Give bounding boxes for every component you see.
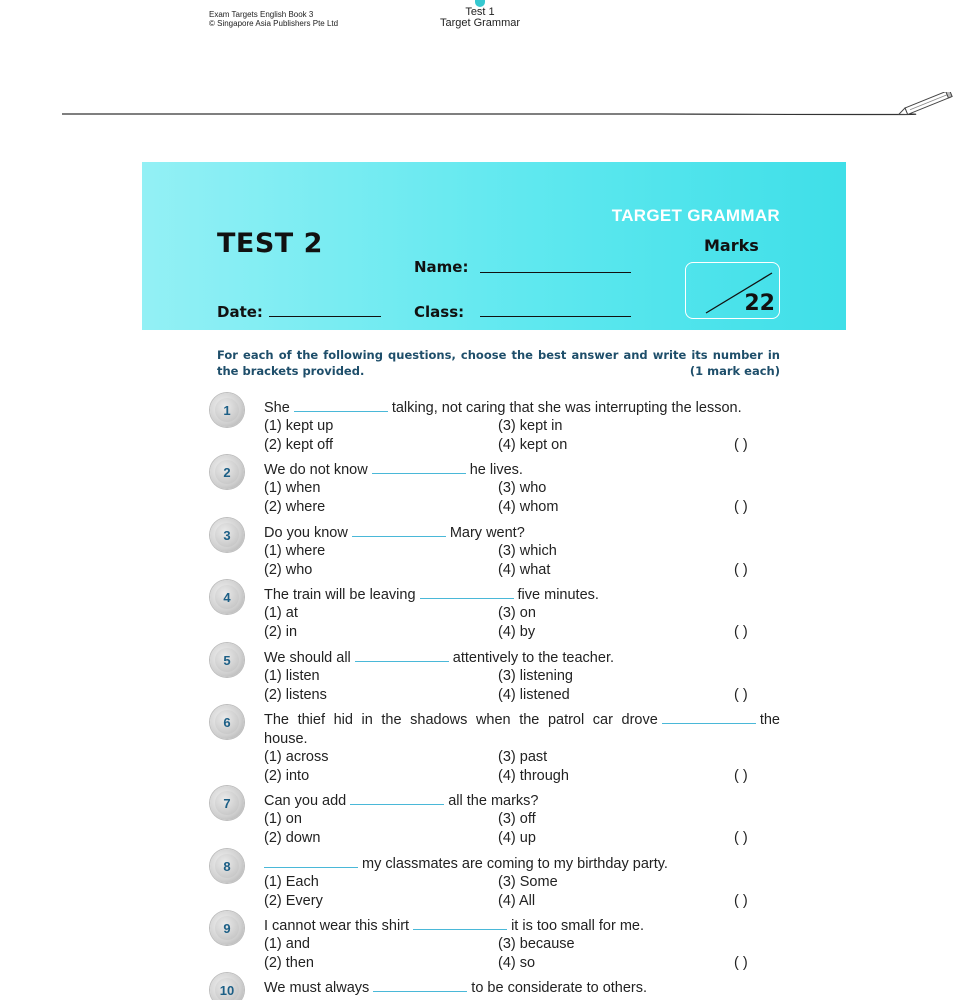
marks-label: Marks bbox=[704, 236, 759, 255]
answer-bracket[interactable]: ( ) bbox=[734, 624, 748, 640]
answer-blank bbox=[294, 400, 388, 412]
question-number-badge: 7 bbox=[210, 786, 244, 820]
option-4[interactable]: (4) by bbox=[498, 624, 536, 640]
question-number-badge: 3 bbox=[210, 518, 244, 552]
option-4[interactable]: (4) so bbox=[498, 955, 536, 971]
option-4[interactable]: (4) listened bbox=[498, 687, 570, 703]
answer-blank bbox=[373, 980, 467, 992]
option-2[interactable]: (2) then bbox=[264, 955, 314, 971]
answer-blank bbox=[350, 793, 444, 805]
option-4[interactable]: (4) All bbox=[498, 893, 536, 909]
question-number-badge: 1 bbox=[210, 393, 244, 427]
answer-blank bbox=[372, 462, 466, 474]
option-3[interactable]: (3) kept in bbox=[498, 418, 563, 434]
instructions-text: For each of the following questions, choose the best answer and write its number in the brackets provided. bbox=[217, 348, 780, 378]
option-2[interactable]: (2) in bbox=[264, 624, 298, 640]
option-2[interactable]: (2) listens bbox=[264, 687, 327, 703]
answer-bracket[interactable]: ( ) bbox=[734, 768, 748, 784]
answer-blank bbox=[264, 856, 358, 868]
section-title: TARGET GRAMMAR bbox=[611, 206, 780, 225]
option-1[interactable]: (1) where bbox=[264, 543, 326, 559]
answer-bracket[interactable]: ( ) bbox=[734, 830, 748, 846]
class-label: Class: bbox=[414, 303, 465, 321]
pencil-icon bbox=[898, 92, 953, 117]
question-number-badge: 2 bbox=[210, 455, 244, 489]
question-stem: I cannot wear this shirt it is too small for me. bbox=[264, 918, 645, 934]
question-stem: Can you add all the marks? bbox=[264, 793, 539, 809]
question-stem: The thief hid in the shadows when the patrol car drove the house. bbox=[264, 712, 780, 747]
page-heading bbox=[400, 7, 560, 29]
option-3[interactable]: (3) off bbox=[498, 811, 536, 827]
option-2[interactable]: (2) where bbox=[264, 499, 326, 515]
option-3[interactable]: (3) on bbox=[498, 605, 536, 621]
question-number-badge: 5 bbox=[210, 643, 244, 677]
option-1[interactable]: (1) and bbox=[264, 936, 310, 952]
date-field[interactable] bbox=[269, 316, 381, 317]
answer-blank bbox=[355, 650, 449, 662]
answer-blank bbox=[352, 525, 446, 537]
question-stem: Do you know Mary went? bbox=[264, 525, 525, 541]
test-banner bbox=[142, 162, 846, 330]
marks-note: (1 mark each) bbox=[689, 364, 780, 378]
question-number-badge: 6 bbox=[210, 705, 244, 739]
marks-box[interactable] bbox=[685, 262, 780, 319]
book-title: Exam Targets English Book 3 bbox=[209, 10, 314, 19]
question-number-badge: 8 bbox=[210, 849, 244, 883]
option-1[interactable]: (1) Each bbox=[264, 874, 319, 890]
option-3[interactable]: (3) because bbox=[498, 936, 575, 952]
answer-bracket[interactable]: ( ) bbox=[734, 437, 748, 453]
question-stem: my classmates are coming to my birthday party. bbox=[264, 855, 780, 874]
option-3[interactable]: (3) which bbox=[498, 543, 557, 559]
question-number-badge: 4 bbox=[210, 580, 244, 614]
name-label: Name: bbox=[414, 258, 469, 276]
answer-bracket[interactable]: ( ) bbox=[734, 499, 748, 515]
option-2[interactable]: (2) Every bbox=[264, 893, 323, 909]
option-3[interactable]: (3) Some bbox=[498, 874, 558, 890]
option-2[interactable]: (2) kept off bbox=[264, 437, 334, 453]
question-number-badge: 10 bbox=[210, 973, 244, 1000]
question-stem: She talking, not caring that she was interrupting the lesson. bbox=[264, 400, 742, 416]
option-4[interactable]: (4) kept on bbox=[498, 437, 568, 453]
question-stem: The train will be leaving five minutes. bbox=[264, 587, 599, 603]
test-title: TEST 2 bbox=[217, 228, 323, 259]
marks-total: 22 bbox=[744, 291, 775, 316]
option-3[interactable]: (3) listening bbox=[498, 668, 573, 684]
option-3[interactable]: (3) past bbox=[498, 749, 548, 765]
option-1[interactable]: (1) on bbox=[264, 811, 302, 827]
option-4[interactable]: (4) what bbox=[498, 562, 551, 578]
option-4[interactable]: (4) up bbox=[498, 830, 536, 846]
name-field[interactable] bbox=[480, 272, 631, 273]
option-1[interactable]: (1) across bbox=[264, 749, 329, 765]
answer-blank bbox=[662, 712, 756, 724]
option-1[interactable]: (1) when bbox=[264, 480, 321, 496]
question-stem: We do not know he lives. bbox=[264, 462, 523, 478]
answer-blank bbox=[413, 918, 507, 930]
question-stem: We should all attentively to the teacher. bbox=[264, 650, 614, 666]
answer-bracket[interactable]: ( ) bbox=[734, 687, 748, 703]
section-label: Target Grammar bbox=[439, 17, 521, 29]
book-info bbox=[209, 10, 338, 28]
instructions bbox=[217, 347, 780, 379]
question-number-badge: 9 bbox=[210, 911, 244, 945]
answer-blank bbox=[420, 587, 514, 599]
option-2[interactable]: (2) who bbox=[264, 562, 313, 578]
class-field[interactable] bbox=[480, 316, 631, 317]
option-4[interactable]: (4) whom bbox=[498, 499, 559, 515]
divider-rule bbox=[60, 92, 960, 122]
date-label: Date: bbox=[217, 303, 263, 321]
answer-bracket[interactable]: ( ) bbox=[734, 893, 748, 909]
answer-bracket[interactable]: ( ) bbox=[734, 562, 748, 578]
option-1[interactable]: (1) at bbox=[264, 605, 298, 621]
option-1[interactable]: (1) kept up bbox=[264, 418, 334, 434]
question-stem: We must always to be considerate to others. bbox=[264, 980, 648, 996]
option-2[interactable]: (2) down bbox=[264, 830, 321, 846]
copyright: © Singapore Asia Publishers Pte Ltd bbox=[209, 19, 339, 28]
test-label: Test 1 bbox=[465, 6, 495, 18]
option-3[interactable]: (3) who bbox=[498, 480, 547, 496]
option-2[interactable]: (2) into bbox=[264, 768, 310, 784]
option-1[interactable]: (1) listen bbox=[264, 668, 320, 684]
option-4[interactable]: (4) through bbox=[498, 768, 569, 784]
answer-bracket[interactable]: ( ) bbox=[734, 955, 748, 971]
